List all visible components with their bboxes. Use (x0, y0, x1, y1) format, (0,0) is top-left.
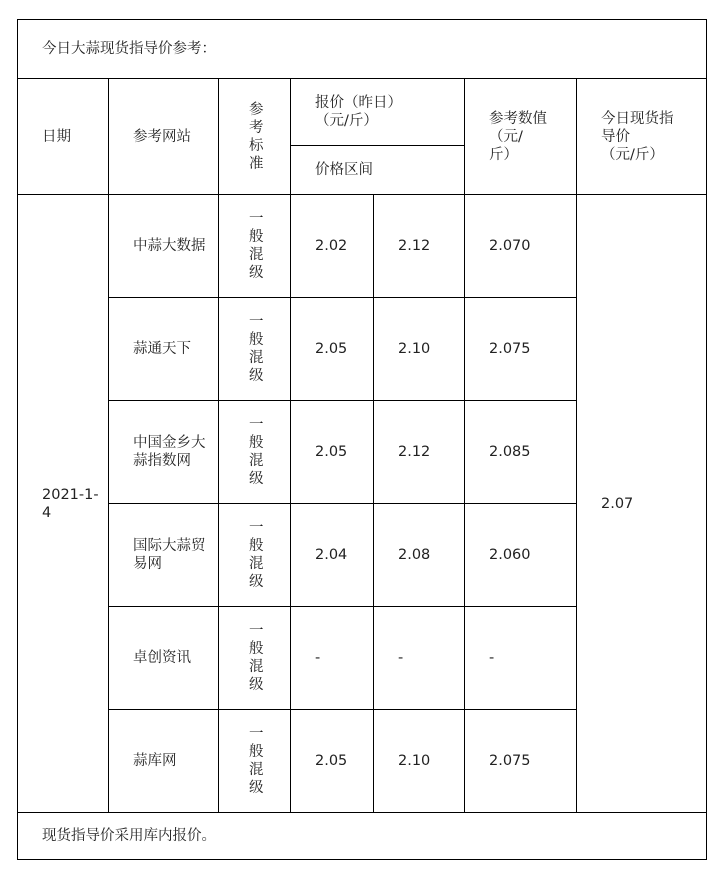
header-ref (465, 79, 577, 195)
table-footer: 现货指导价采用库内报价。 (18, 813, 707, 860)
header-guide-line2: 导价 (601, 128, 630, 145)
high-price-cell: - (374, 607, 465, 710)
standard-cell: 一般混级 (219, 607, 291, 710)
header-site: 参考网站 (109, 79, 219, 195)
low-price-cell: - (291, 607, 374, 710)
high-price-cell: 2.10 (374, 710, 465, 813)
high-price-cell: 2.10 (374, 298, 465, 401)
high-price-cell: 2.12 (374, 401, 465, 504)
price-table (17, 19, 707, 860)
site-cell: 国际大蒜贸易网 (109, 504, 219, 607)
ref-value-cell: 2.060 (465, 504, 577, 607)
low-price-cell: 2.05 (291, 401, 374, 504)
guide-price-cell: 2.07 (577, 195, 707, 813)
header-guide (577, 79, 707, 195)
site-cell: 中国金乡大蒜指数网 (109, 401, 219, 504)
standard-cell: 一般混级 (219, 504, 291, 607)
standard-cell: 一般混级 (219, 401, 291, 504)
header-price-range: 价格区间 (291, 146, 465, 195)
header-quote-line2: （元/斤） (315, 113, 378, 129)
low-price-cell: 2.05 (291, 298, 374, 401)
site-cell: 中蒜大数据 (109, 195, 219, 298)
header-standard: 参考标准 (219, 79, 291, 195)
low-price-cell: 2.04 (291, 504, 374, 607)
header-guide-line1: 今日现货指 (601, 110, 674, 127)
ref-value-cell: 2.075 (465, 298, 577, 401)
high-price-cell: 2.08 (374, 504, 465, 607)
standard-cell: 一般混级 (219, 298, 291, 401)
low-price-cell: 2.05 (291, 710, 374, 813)
header-guide-line3: （元/斤） (601, 146, 664, 163)
ref-value-cell: 2.070 (465, 195, 577, 298)
ref-value-cell: 2.085 (465, 401, 577, 504)
ref-value-cell: - (465, 607, 577, 710)
header-ref-line1: 参考数值 (489, 110, 547, 127)
date-cell: 2021-1-4 (18, 195, 109, 813)
header-ref-line2: （元/ (489, 128, 523, 145)
header-date: 日期 (18, 79, 109, 195)
standard-cell: 一般混级 (219, 195, 291, 298)
standard-cell: 一般混级 (219, 710, 291, 813)
header-quote-line1: 报价（昨日） (315, 95, 402, 111)
ref-value-cell: 2.075 (465, 710, 577, 813)
site-cell: 蒜通天下 (109, 298, 219, 401)
header-ref-line3: 斤） (489, 146, 518, 163)
low-price-cell: 2.02 (291, 195, 374, 298)
table-row (18, 195, 707, 298)
site-cell: 卓创资讯 (109, 607, 219, 710)
site-cell: 蒜库网 (109, 710, 219, 813)
header-quote (291, 79, 465, 146)
table-title: 今日大蒜现货指导价参考： (18, 20, 707, 79)
high-price-cell: 2.12 (374, 195, 465, 298)
